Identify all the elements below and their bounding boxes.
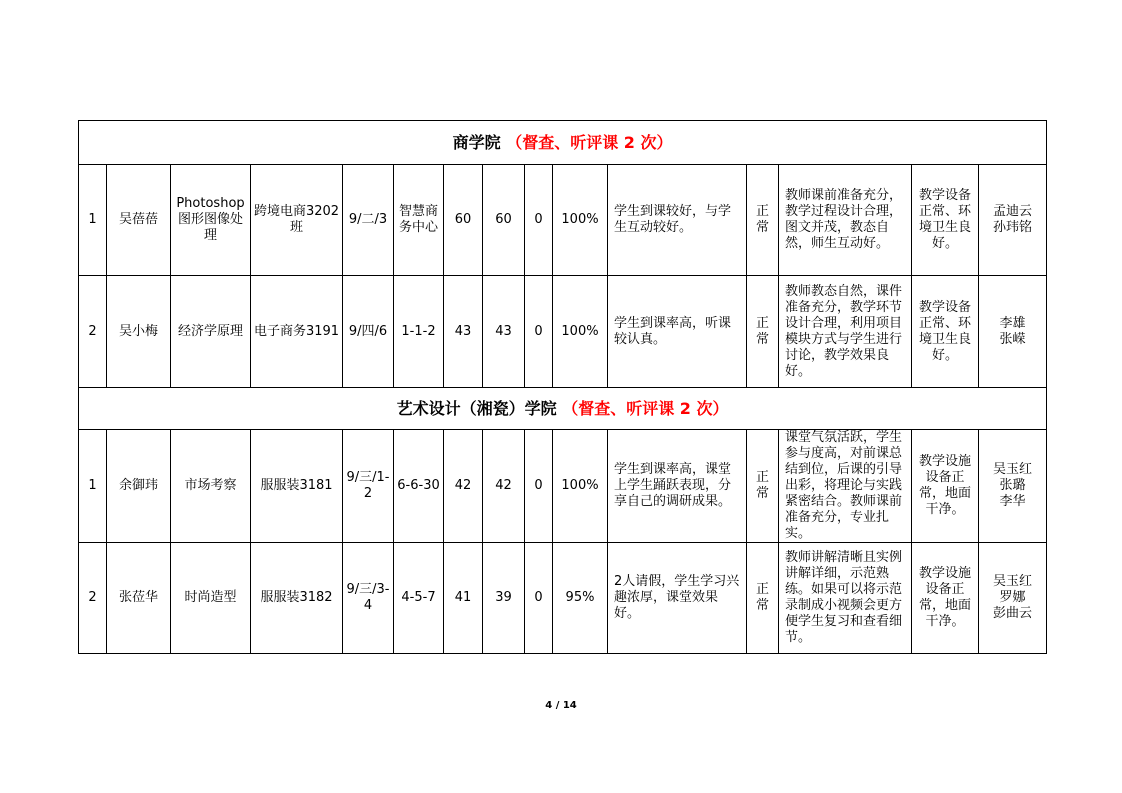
course-name: 时尚造型 bbox=[171, 543, 251, 654]
section-note: （督查、听评课 2 次） bbox=[506, 132, 673, 152]
facility-status: 教学设施设备正常，地面干净。 bbox=[912, 543, 979, 654]
page-number: 4 / 14 bbox=[545, 700, 577, 711]
attendance-rate: 100% bbox=[553, 276, 608, 388]
classroom: 智慧商务中心 bbox=[394, 165, 444, 276]
teaching-order-text: 正常 bbox=[755, 315, 769, 347]
inspectors: 吴玉红 张璐 李华 bbox=[979, 430, 1047, 543]
teaching-evaluation: 课堂气氛活跃，学生参与度高，对前课总结到位，后课的引导出彩，将理论与实践紧密结合。教师课前准备充分，专业扎实。 bbox=[779, 430, 912, 543]
absent-count: 0 bbox=[525, 276, 553, 388]
absent-count: 0 bbox=[525, 165, 553, 276]
table-row bbox=[79, 165, 1047, 276]
actual-count: 60 bbox=[483, 165, 525, 276]
absent-count: 0 bbox=[525, 543, 553, 654]
row-number: 1 bbox=[79, 430, 107, 543]
class-name: 电子商务3191 bbox=[251, 276, 343, 388]
class-time: 9/三/3-4 bbox=[343, 543, 394, 654]
facility-status: 教学设备正常、环境卫生良好。 bbox=[912, 276, 979, 388]
section-title-cell bbox=[79, 121, 1047, 165]
teaching-order bbox=[747, 276, 779, 388]
teacher-name: 吴蓓蓓 bbox=[107, 165, 171, 276]
expected-count: 42 bbox=[444, 430, 483, 543]
classroom: 1-1-2 bbox=[394, 276, 444, 388]
expected-count: 60 bbox=[444, 165, 483, 276]
expected-count: 43 bbox=[444, 276, 483, 388]
section-header-business bbox=[79, 121, 1047, 165]
teacher-name: 吴小梅 bbox=[107, 276, 171, 388]
teaching-order-text: 正常 bbox=[755, 582, 769, 613]
row-number: 2 bbox=[79, 276, 107, 388]
section-name: 艺术设计（湘瓷）学院 bbox=[396, 398, 557, 418]
table-row bbox=[79, 276, 1047, 388]
inspectors: 孟迪云 孙玮铭 bbox=[979, 165, 1047, 276]
actual-count: 43 bbox=[483, 276, 525, 388]
section-header-art-design bbox=[79, 388, 1047, 430]
class-time: 9/二/3 bbox=[343, 165, 394, 276]
teaching-order-text: 正常 bbox=[755, 470, 769, 501]
attendance-rate: 100% bbox=[553, 430, 608, 543]
course-name: 经济学原理 bbox=[171, 276, 251, 388]
row-number: 1 bbox=[79, 165, 107, 276]
class-time: 9/三/1-2 bbox=[343, 430, 394, 543]
teaching-order bbox=[747, 165, 779, 276]
learning-status: 学生到课率高，听课较认真。 bbox=[608, 276, 747, 388]
facility-status: 教学设备正常、环境卫生良好。 bbox=[912, 165, 979, 276]
learning-status: 学生到课较好，与学生互动较好。 bbox=[608, 165, 747, 276]
row-number: 2 bbox=[79, 543, 107, 654]
teaching-order-text: 正常 bbox=[755, 204, 769, 235]
inspectors: 李雄 张嵘 bbox=[979, 276, 1047, 388]
section-name: 商学院 bbox=[452, 132, 501, 152]
table-row bbox=[79, 543, 1047, 654]
actual-count: 39 bbox=[483, 543, 525, 654]
attendance-rate: 100% bbox=[553, 165, 608, 276]
class-time: 9/四/6 bbox=[343, 276, 394, 388]
teaching-evaluation: 教师课前准备充分，教学过程设计合理，图文并茂，教态自然，师生互动好。 bbox=[779, 165, 912, 276]
attendance-rate: 95% bbox=[553, 543, 608, 654]
teaching-order bbox=[747, 543, 779, 654]
course-name: 市场考察 bbox=[171, 430, 251, 543]
class-name: 跨境电商3202班 bbox=[251, 165, 343, 276]
actual-count: 42 bbox=[483, 430, 525, 543]
teacher-name: 余御玮 bbox=[107, 430, 171, 543]
teaching-evaluation: 教师教态自然，课件准备充分，教学环节设计合理，利用项目模块方式与学生进行讨论，教学效果良好。 bbox=[779, 276, 912, 388]
teaching-evaluation: 教师讲解清晰且实例讲解详细，示范熟练。如果可以将示范录制成小视频会更方便学生复习和查看细节。 bbox=[779, 543, 912, 654]
inspectors: 吴玉红 罗娜 彭曲云 bbox=[979, 543, 1047, 654]
class-name: 服服装3182 bbox=[251, 543, 343, 654]
absent-count: 0 bbox=[525, 430, 553, 543]
course-name: Photoshop图形图像处理 bbox=[171, 165, 251, 276]
expected-count: 41 bbox=[444, 543, 483, 654]
section-note: （督查、听评课 2 次） bbox=[562, 398, 729, 418]
inspection-table bbox=[78, 120, 1047, 654]
classroom: 4-5-7 bbox=[394, 543, 444, 654]
section-title-cell bbox=[79, 388, 1047, 430]
facility-status: 教学设施设备正常，地面干净。 bbox=[912, 430, 979, 543]
learning-status: 学生到课率高，课堂上学生踊跃表现，分享自己的调研成果。 bbox=[608, 430, 747, 543]
class-name: 服服装3181 bbox=[251, 430, 343, 543]
teaching-order bbox=[747, 430, 779, 543]
teacher-name: 张莅华 bbox=[107, 543, 171, 654]
classroom: 6-6-30 bbox=[394, 430, 444, 543]
table-row bbox=[79, 430, 1047, 543]
learning-status: 2人请假，学生学习兴趣浓厚，课堂效果好。 bbox=[608, 543, 747, 654]
